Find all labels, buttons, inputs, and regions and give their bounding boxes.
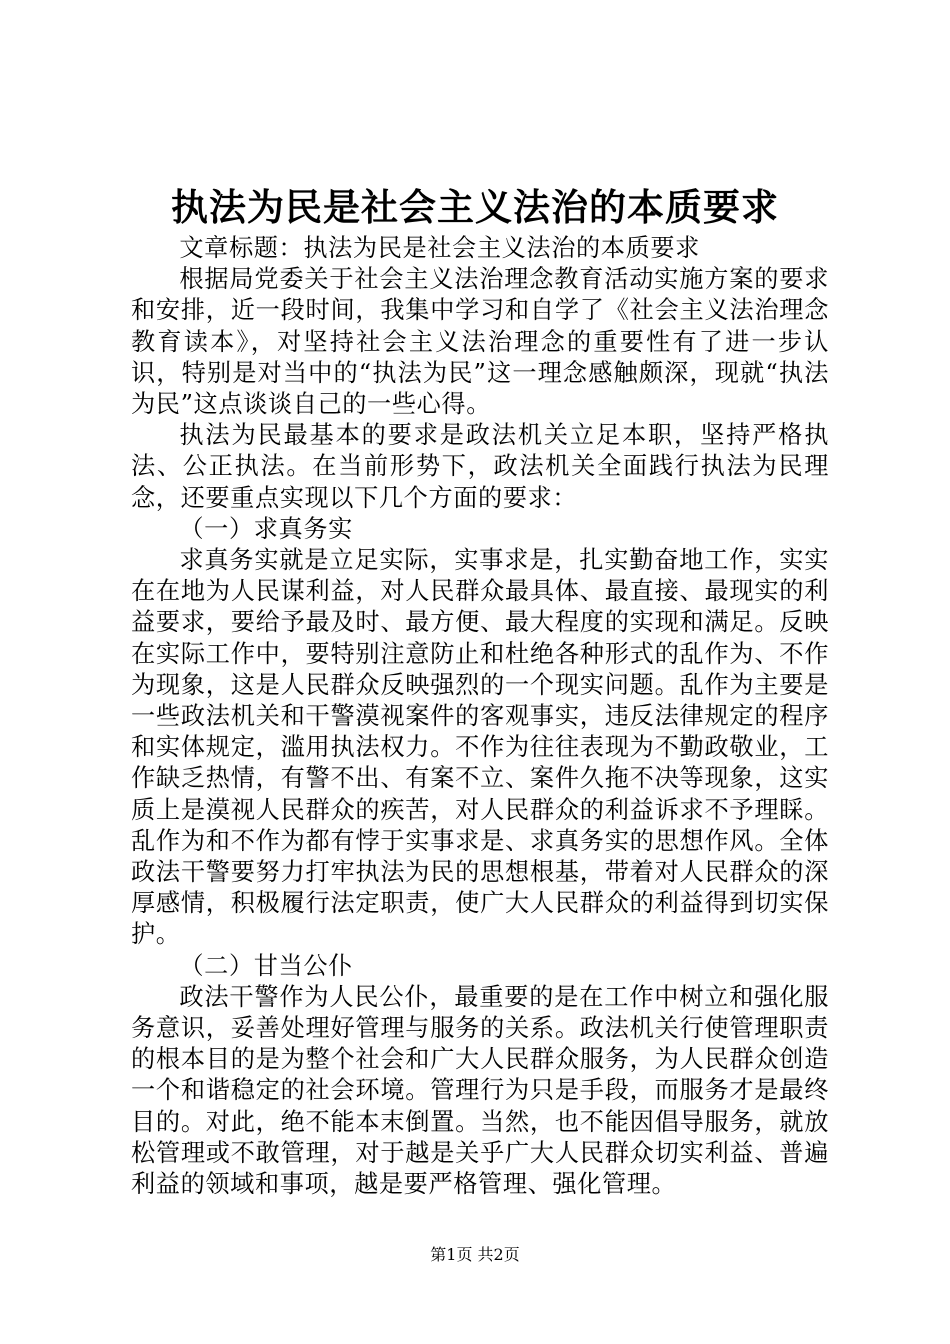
body-paragraph: 政法干警作为人民公仆，最重要的是在工作中树立和强化服务意识，妥善处理好管理与服务的关系。政法机关行使管理职责的根本目的是为整个社会和广大人民群众服务，为人民群众创造一个和谐稳定的社会环境。管理行为只是手段，而服务才是最终目的。对此，绝不能本末倒置。当然，也不能因倡导服务，就放松管理或不敢管理，对于越是关乎广大人民群众切实利益、普遍利益的领域和事项，越是要严格管理、强化管理。 (131, 982, 829, 1199)
section-heading: （一）求真务实 (179, 514, 353, 543)
page-number: 第1页 共2页 (430, 1245, 520, 1264)
body-paragraph: 根据局党委关于社会主义法治理念教育活动实施方案的要求和安排，近一段时间，我集中学习和自学了《社会主义法治理念教育读本》，对坚持社会主义法治理念的重要性有了进一步认识，特别是对当中的“执法为民”这一理念感触颇深，现就“执法为民”这点谈谈自己的一些心得。 (131, 265, 829, 419)
document-body (131, 233, 829, 1200)
document-title: 执法为民是社会主义法治的本质要求 (171, 186, 779, 229)
article-title-line: 文章标题：执法为民是社会主义法治的本质要求 (179, 234, 700, 262)
body-paragraph: 求真务实就是立足实际，实事求是，扎实勤奋地工作，实实在在地为人民谋利益，对人民群众最具体、最直接、最现实的利益要求，要给予最及时、最方便、最大程度的实现和满足。反映在实际工作中，要特别注意防止和杜绝各种形式的乱作为、不作为现象，这是人民群众反映强烈的一个现实问题。乱作为主要是一些政法机关和干警漠视案件的客观事实，违反法律规定的程序和实体规定，滥用执法权力。不作为往往表现为不勤政敬业，工作缺乏热情，有警不出、有案不立、案件久拖不决等现象，这实质上是漠视人民群众的疾苦，对人民群众的利益诉求不予理睬。乱作为和不作为都有悖于实事求是、求真务实的思想作风。全体政法干警要努力打牢执法为民的思想根基，带着对人民群众的深厚感情，积极履行法定职责，使广大人民群众的利益得到切实保护。 (131, 546, 829, 949)
body-paragraph: 执法为民最基本的要求是政法机关立足本职，坚持严格执法、公正执法。在当前形势下，政法机关全面践行执法为民理念，还要重点实现以下几个方面的要求： (131, 421, 829, 512)
section-heading: （二）甘当公仆 (179, 951, 353, 980)
